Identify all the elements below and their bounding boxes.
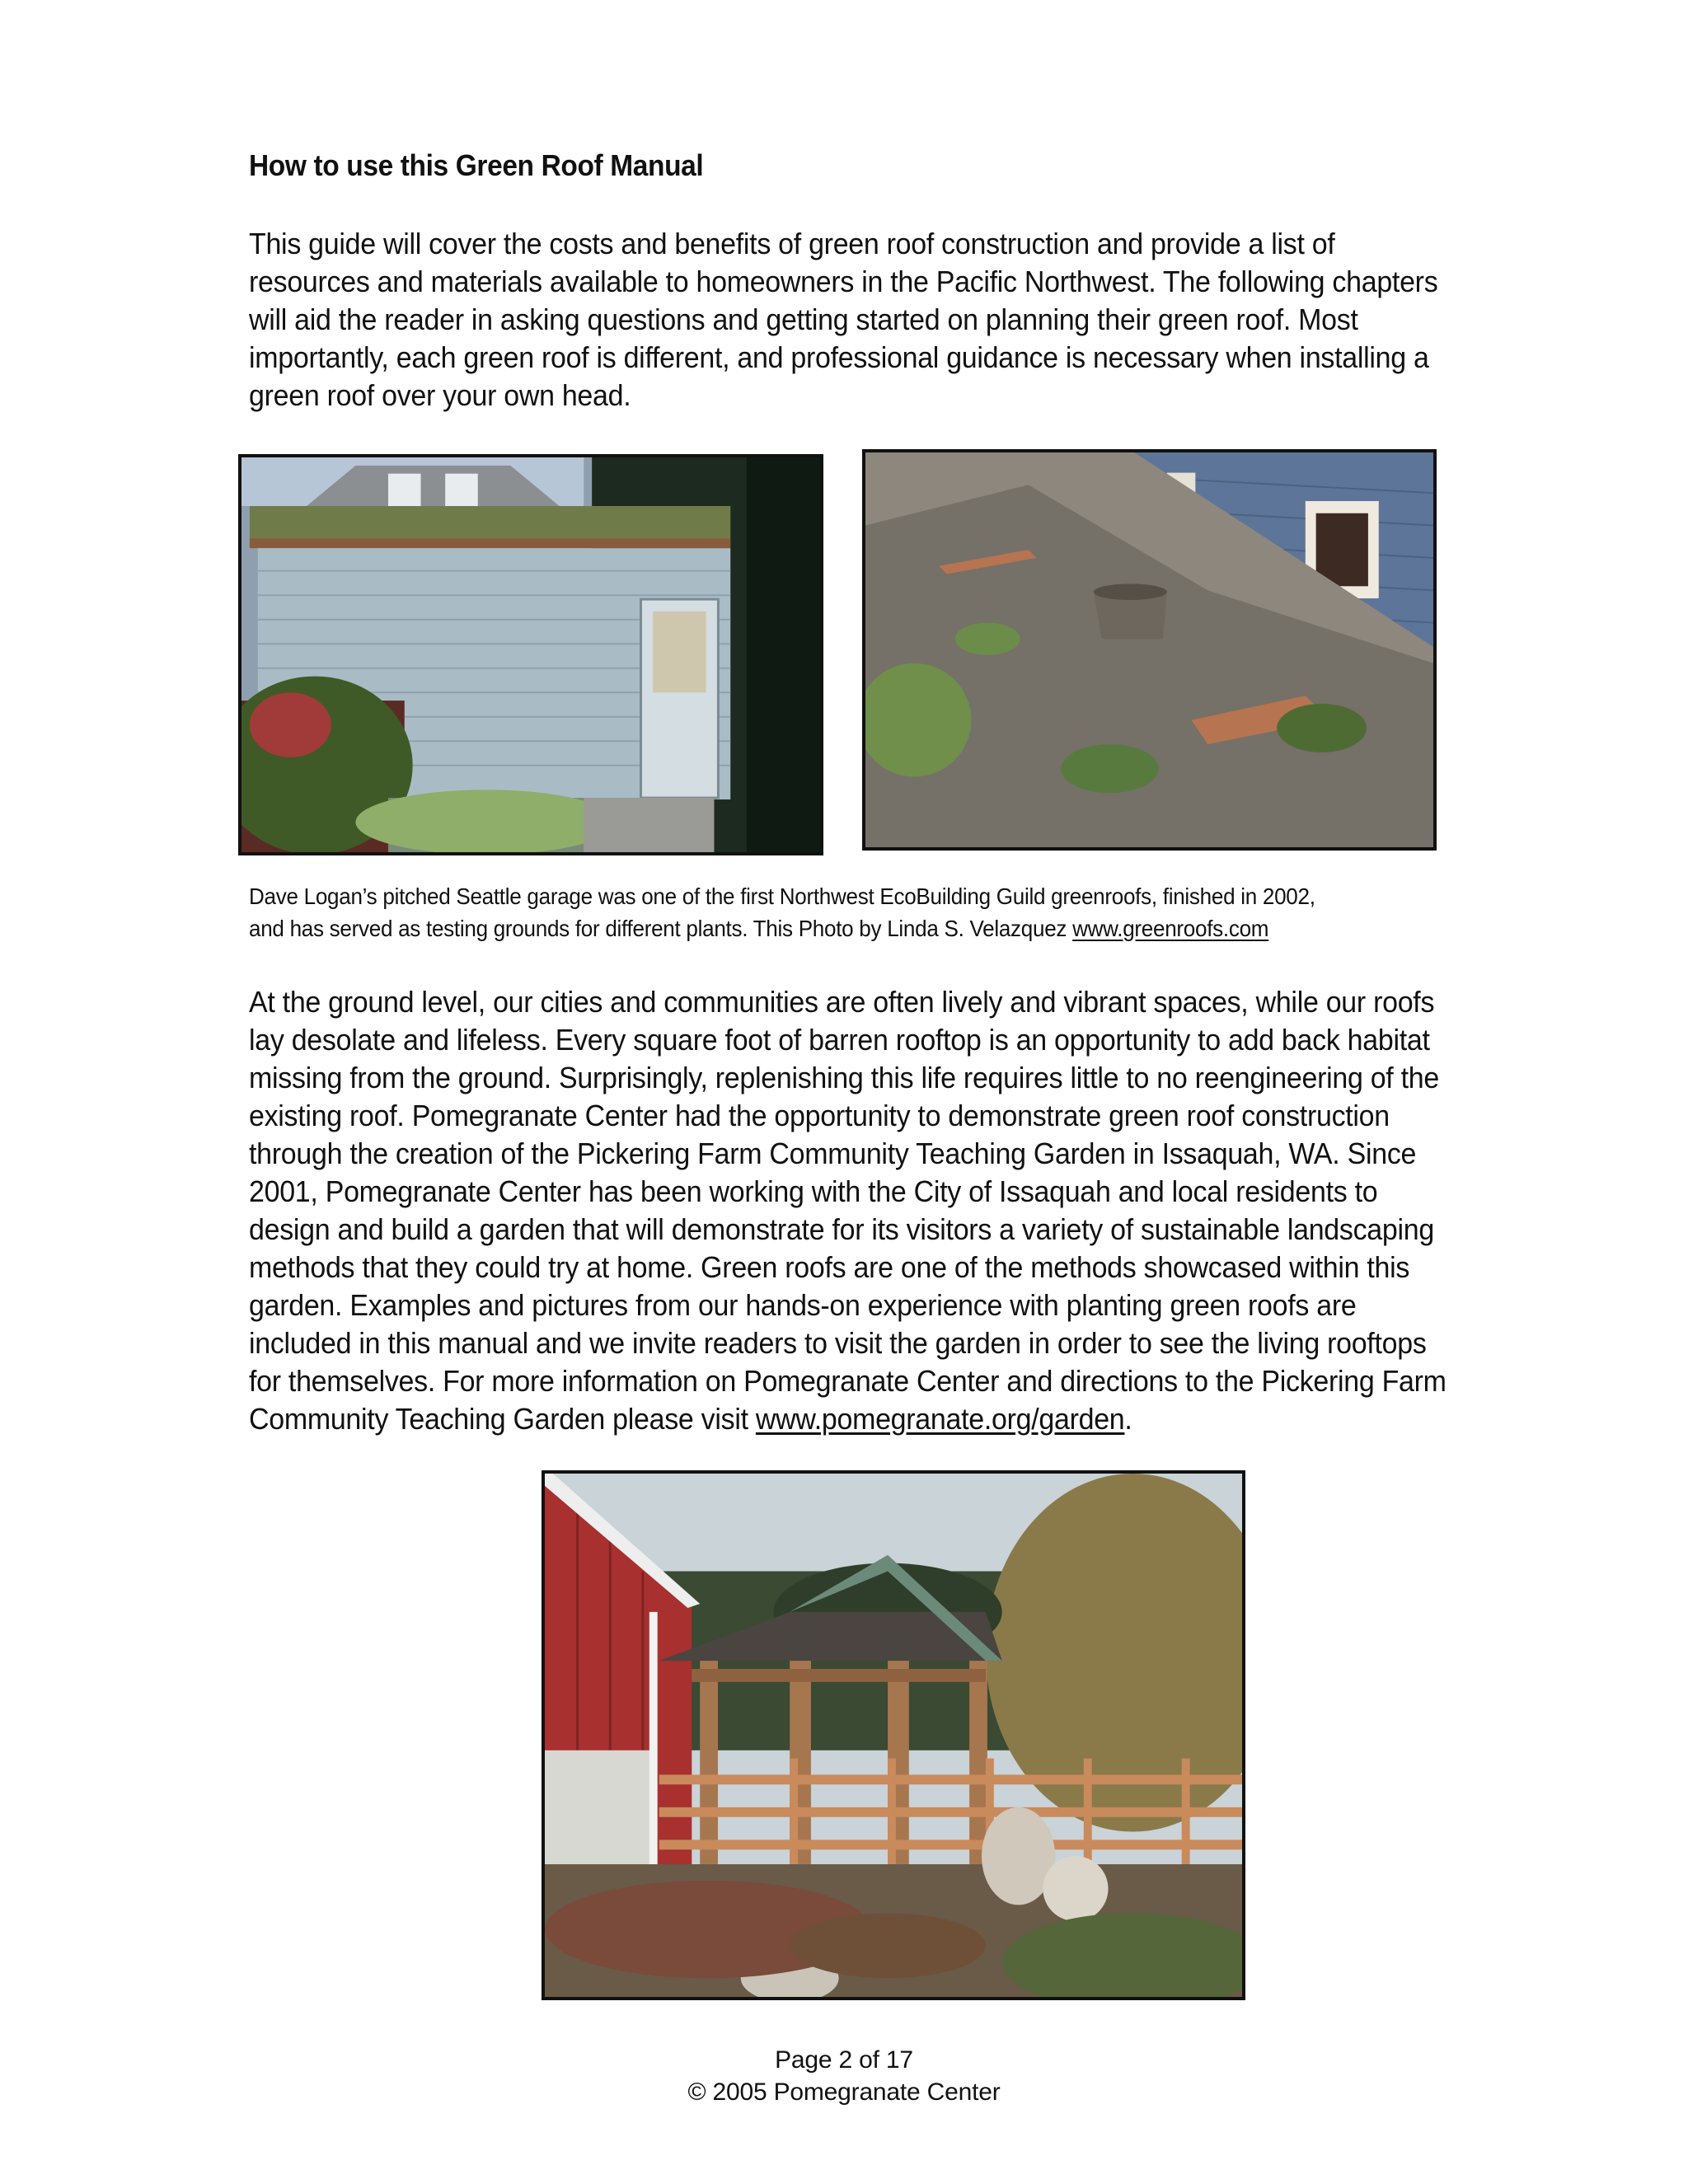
- pomegranate-link[interactable]: www.pomegranate.org/garden: [755, 1402, 1125, 1436]
- intro-line: This guide will cover the costs and benefits of green roof construction and provide a list of: [249, 227, 1335, 260]
- greenroofs-link[interactable]: www.greenroofs.com: [1072, 916, 1269, 941]
- page-footer: [0, 2044, 1688, 2108]
- body-line: missing from the ground. Surprisingly, replenishing this life requires little to no reengineering of the: [249, 1061, 1439, 1094]
- intro-line: importantly, each green roof is different, and professional guidance is necessary when installing a: [249, 340, 1429, 374]
- caption-text: and has served as testing grounds for different plants. This Photo by Linda S. Velazquez: [249, 916, 1073, 941]
- copyright-notice: © 2005 Pomegranate Center: [687, 2079, 1001, 2106]
- intro-line: green roof over your own head.: [249, 378, 631, 412]
- body-line: [249, 1400, 1447, 1438]
- body-period: .: [1124, 1402, 1132, 1436]
- photo-caption: [249, 880, 1315, 944]
- body-line: At the ground level, our cities and communities are often lively and vibrant spaces, while our roofs: [249, 985, 1435, 1019]
- body-line: lay desolate and lifeless. Every square foot of barren rooftop is an opportunity to add back habitat: [249, 1023, 1430, 1057]
- intro-line: will aid the reader in asking questions and getting started on planning their green roof. Most: [249, 302, 1358, 336]
- garden-pavilion-photo: [542, 1470, 1245, 2000]
- intro-paragraph: [249, 225, 1437, 415]
- page-number: Page 2 of 17: [775, 2046, 913, 2074]
- intro-line: resources and materials available to homeowners in the Pacific Northwest. The following chapters: [249, 265, 1438, 298]
- body-line: design and build a garden that will demonstrate for its visitors a variety of sustainable landscaping: [249, 1212, 1434, 1246]
- body-text: Community Teaching Garden please visit: [249, 1402, 756, 1436]
- body-line: included in this manual and we invite readers to visit the garden in order to see the living rooftops: [249, 1326, 1427, 1360]
- green-roof-photo: [862, 449, 1437, 851]
- garage-photo: [238, 454, 823, 855]
- body-line: 2001, Pomegranate Center has been working with the City of Issaquah and local residents to: [249, 1174, 1378, 1208]
- body-paragraph: [249, 983, 1447, 1438]
- caption-line: Dave Logan’s pitched Seattle garage was one of the first Northwest EcoBuilding Guild greenroofs, finished in 2002,: [249, 883, 1315, 909]
- body-line: through the creation of the Pickering Farm Community Teaching Garden in Issaquah, WA. Since: [249, 1137, 1417, 1170]
- body-line: garden. Examples and pictures from our hands-on experience with planting green roofs are: [249, 1288, 1357, 1322]
- body-line: for themselves. For more information on Pomegranate Center and directions to the Pickering Farm: [249, 1364, 1447, 1398]
- caption-line: [249, 912, 1315, 944]
- body-line: existing roof. Pomegranate Center had the opportunity to demonstrate green roof construction: [249, 1099, 1390, 1132]
- body-line: methods that they could try at home. Green roofs are one of the methods showcased within this: [249, 1250, 1410, 1284]
- section-heading: How to use this Green Roof Manual: [249, 148, 704, 182]
